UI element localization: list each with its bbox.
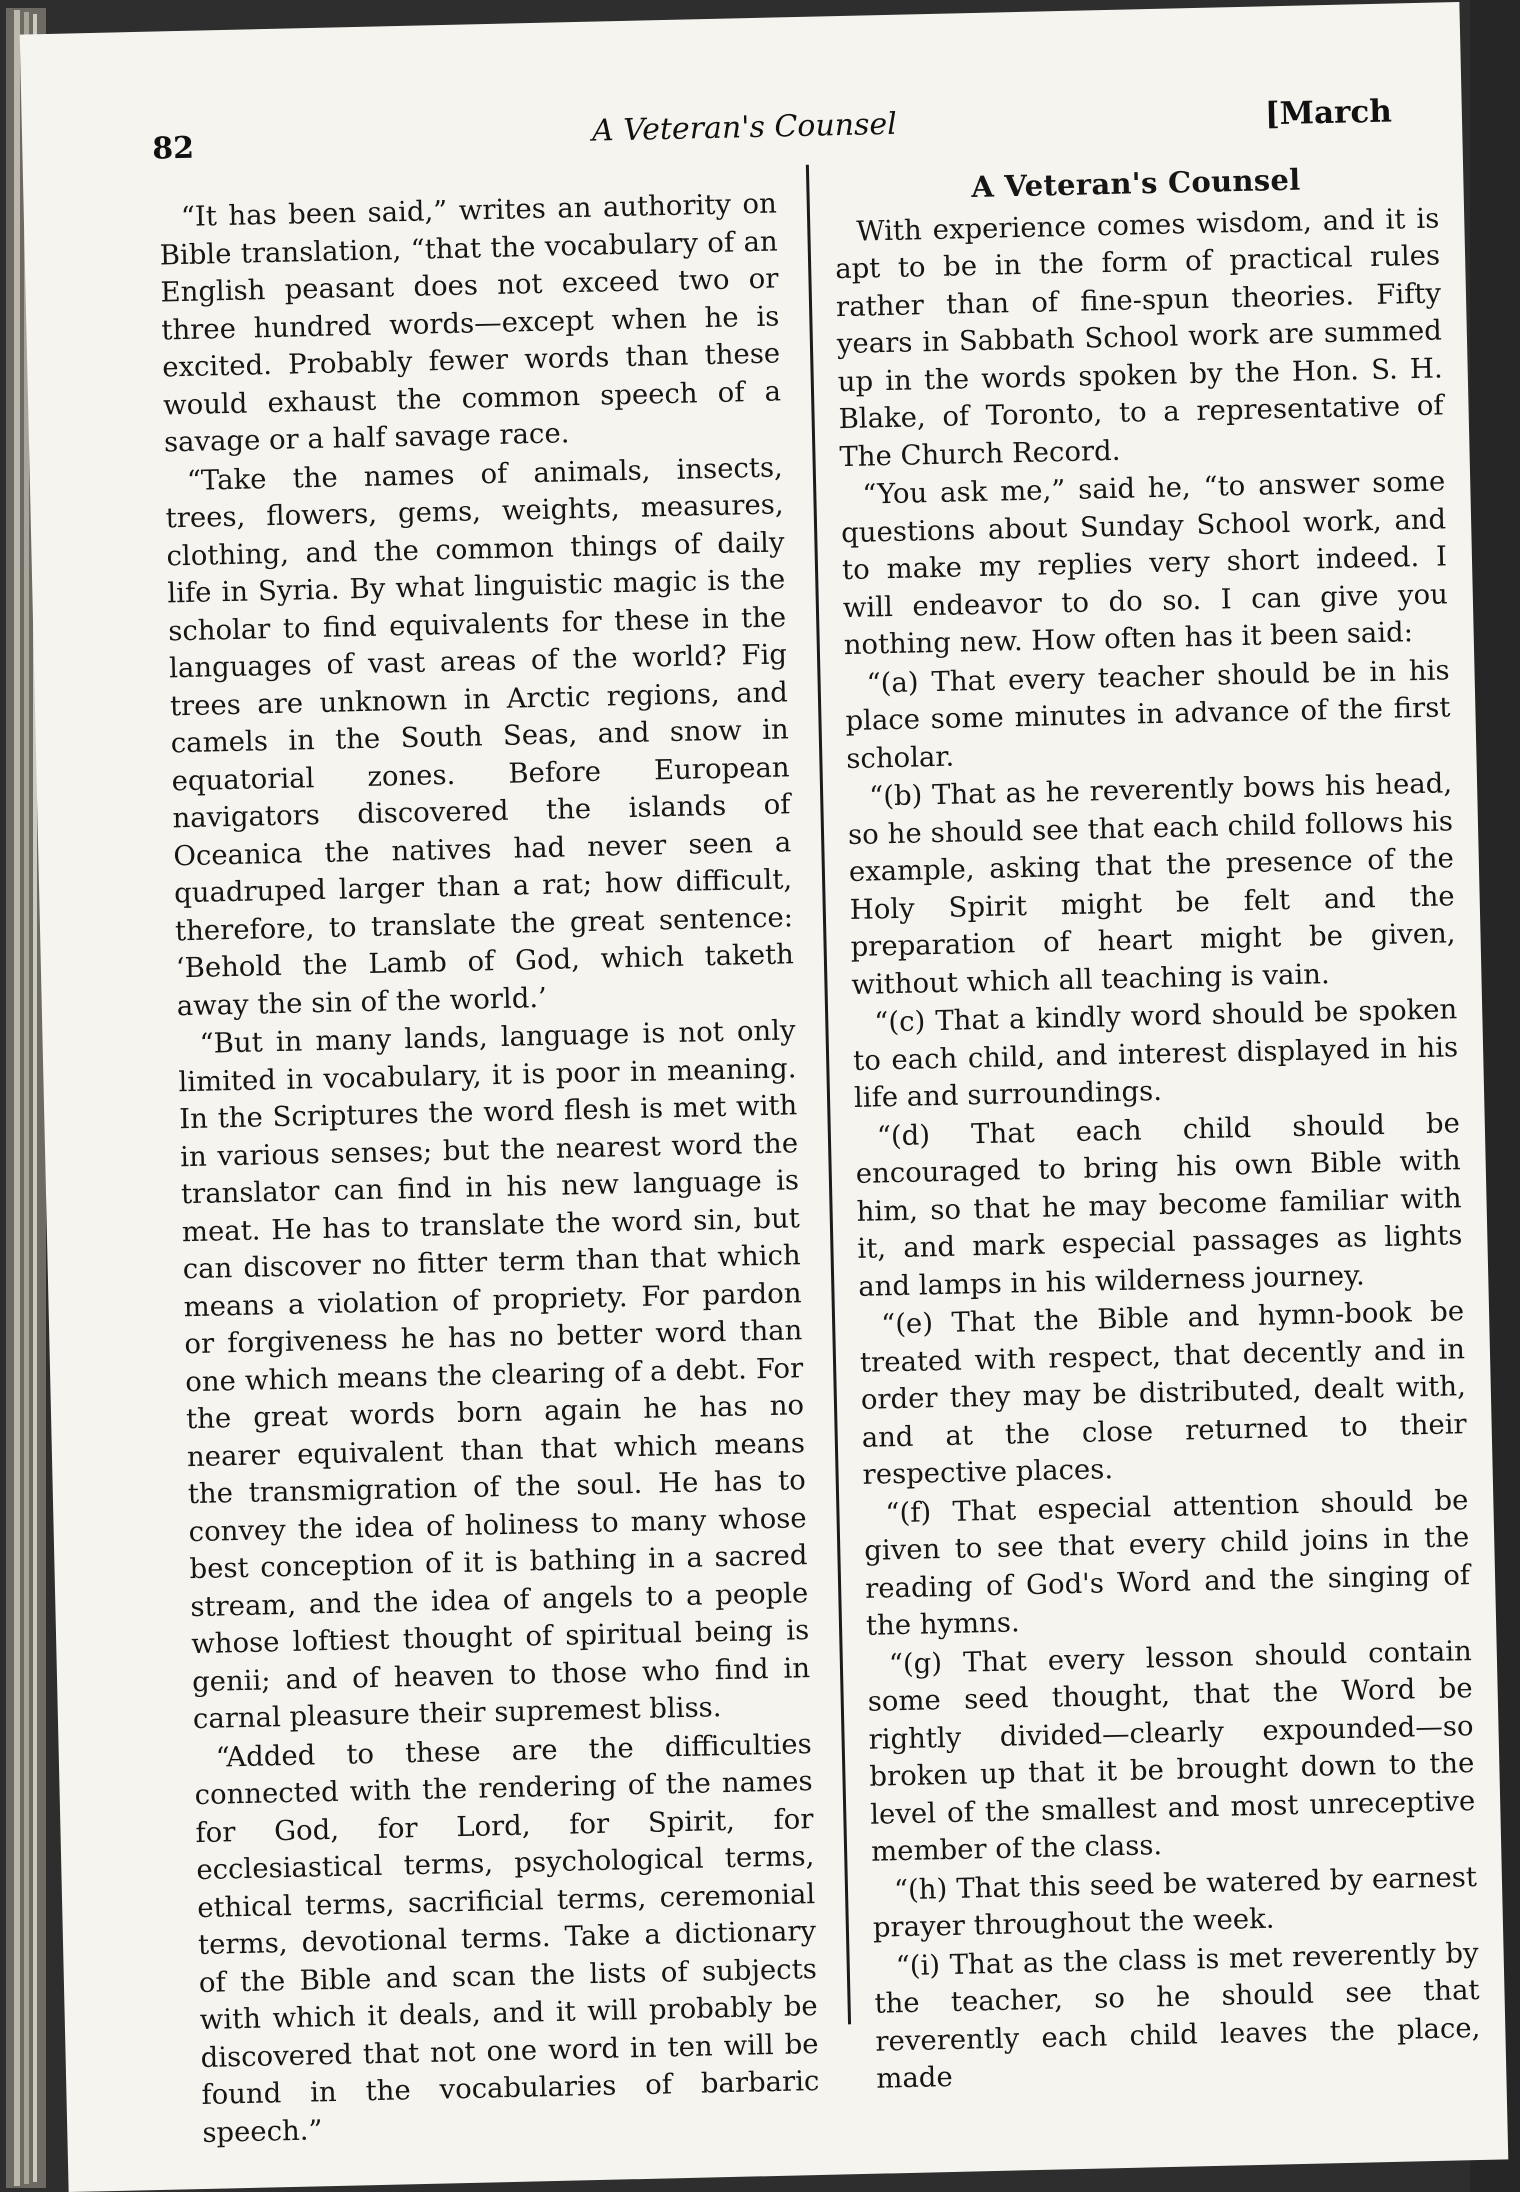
right-paragraph-intro: With experience comes wisdom, and it is apt to be in the form of practical rules rather than of fine-spun theories. Fifty years in Sabbath School work are summed up in the words spoken by the Hon. S. H. Blake, of Toronto, to a representative of The Church Record. [834, 201, 1444, 473]
running-title: A Veteran's Counsel [591, 106, 898, 149]
left-paragraph-4: “Added to these are the difficulties connected with the rendering of the names for God, for Lord, for Spirit, for ecclesiastical terms, psychological terms, ethical terms, sacrificial terms, ceremonial terms, devotional terms. Take a dictionary of the Bible and scan the lists of subjects with which it deals, and it will probably be discovered that not one word in ten will be found in the vocabularies of barbaric speech.” [194, 1727, 820, 2149]
left-paragraph-2: “Take the names of animals, insects, trees, flowers, gems, weights, measures, clothing, and the common things of daily life in Syria. By what linguistic magic is the scholar to find equivalents for these in the languages of vast areas of the world? Fig trees are unknown in Arctic regions, and camels in the South Seas, and snow in equatorial zones. Before European navigators discovered the islands of Oceanica the natives had never seen a quadruped larger than a rat; how difficult, therefore, to translate the great sentence: ‘Behold the Lamb of God, which taketh away the sin of the world.’ [165, 450, 795, 1022]
left-column [158, 185, 820, 2153]
left-paragraph-1: “It has been said,” writes an authority on Bible translation, “that the vocabulary of an English peasant does not exceed two or three hundred words—except when he is excited. Probably fewer words than these would exhaust the common speech of a savage or a half savage race. [159, 187, 782, 459]
left-paragraph-3: “But in many lands, language is not only limited in vocabulary, it is poor in meaning. In the Scriptures the word flesh is met with in various senses; but the nearest word the translator can find in his new language is meat. He has to translate the word sin, but can discover no fitter term than that which means a violation of propriety. For pardon or forgiveness he has no better word than one which means the clearing of a debt. For the great words born again he has no nearer equivalent than that which means the transmigration of the soul. He has to convey the idea of holiness to many whose best conception of it is bathing in a sacred stream, and the idea of angels to a people whose loftiest thought of spiritual being is genii; and of heaven to those who find in carnal pleasure their supremest bliss. [178, 1014, 811, 1736]
article-heading: A Veteran's Counsel [970, 162, 1301, 205]
right-paragraph-quote-start: “You ask me,” said he, “to answer some questions about Sunday School work, and to make my replies very short indeed. I will endeavor to do so. I can give you nothing new. How often has it been said: [840, 465, 1449, 662]
rule-item-h: “(h) That this seed be watered by earnest prayer throughout the week. [872, 1860, 1478, 1944]
rule-item-g: “(g) That every lesson should contain some seed thought, that the Word be rightly divided—clearly expounded—so broken up that it be brought down to the level of the smallest and most unreceptive member of the class. [867, 1634, 1476, 1868]
book-page [20, 2, 1509, 2192]
page-number: 82 [151, 130, 195, 167]
rule-item-f: “(f) That especial attention should be given to see that every child joins in the reading of God's Word and the singing of the hymns. [863, 1483, 1471, 1642]
rule-item-i: “(i) That as the class is met reverently by the teacher, so he should see that reverently each child leaves the place, made [874, 1936, 1481, 2095]
rule-item-b: “(b) That as he reverently bows his head, so he should see that each child follows his example, asking that the presence of the Holy Spirit might be felt and the preparation of heart might be given, without which all teaching is vain. [847, 767, 1456, 1001]
right-column [833, 158, 1482, 2099]
running-month: [March [1264, 93, 1393, 133]
page-header [152, 94, 1393, 172]
rule-item-d: “(d) That each child should be encouraged to bring his own Bible with him, so that he may become familiar with it, and mark especial passages as lights and lamps in his wilderness journey. [855, 1106, 1463, 1303]
rule-item-e: “(e) That the Bible and hymn-book be treated with respect, that decently and in order they may be distributed, dealt with, and at the close returned to their respective places. [859, 1295, 1467, 1491]
rule-item-a: “(a) That every teacher should be in his place some minutes in advance of the first scholar. [845, 653, 1451, 775]
rule-item-c: “(c) That a kindly word should be spoken to each child, and interest displayed in his life and surroundings. [852, 993, 1459, 1114]
